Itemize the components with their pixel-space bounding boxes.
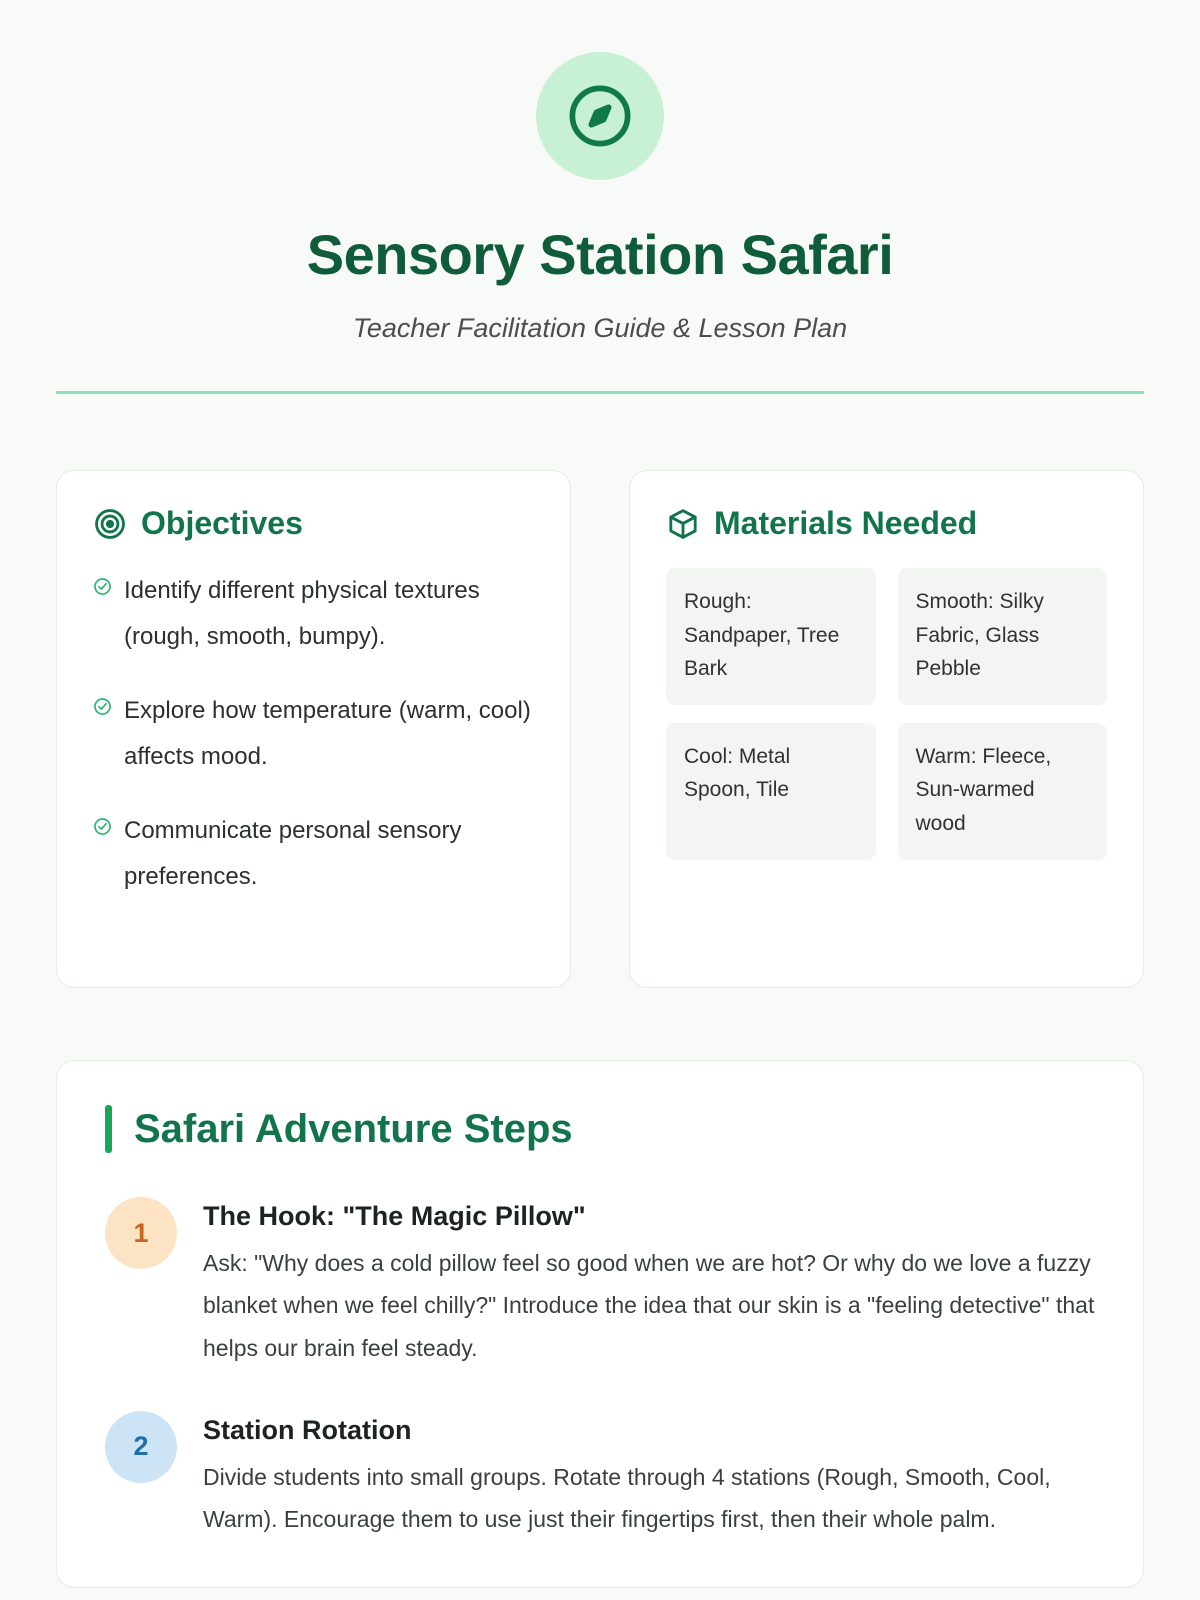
steps-card (56, 1060, 1144, 1588)
step-body (203, 1411, 1095, 1541)
step-item (105, 1197, 1095, 1369)
accent-bar (105, 1105, 112, 1153)
steps-header (105, 1105, 1095, 1153)
step-title: Station Rotation (203, 1414, 412, 1445)
step-number-badge: 1 (105, 1197, 177, 1269)
compass-icon (536, 52, 664, 180)
materials-card (629, 470, 1144, 988)
page-subtitle: Teacher Facilitation Guide & Lesson Plan (352, 313, 848, 343)
material-chip: Cool: Metal Spoon, Tile (666, 723, 876, 860)
check-circle-icon (93, 577, 112, 601)
material-chip: Warm: Fleece, Sun-warmed wood (898, 723, 1108, 860)
materials-card-header (666, 505, 1107, 542)
objectives-title: Objectives (141, 505, 303, 541)
objective-text: Explore how temperature (warm, cool) affects mood. (124, 697, 531, 771)
page-title: Sensory Station Safari (306, 223, 894, 286)
objectives-list (93, 568, 534, 900)
objectives-card-header (93, 505, 534, 542)
materials-grid (666, 568, 1107, 860)
objective-text: Identify different physical textures (rough, smooth, bumpy). (124, 577, 480, 651)
objective-text: Communicate personal sensory preferences. (124, 817, 462, 891)
step-title: The Hook: "The Magic Pillow" (203, 1201, 586, 1231)
check-circle-icon (93, 817, 112, 841)
target-icon (93, 507, 127, 541)
step-body (203, 1197, 1095, 1369)
step-number-badge: 2 (105, 1411, 177, 1483)
step-item (105, 1411, 1095, 1541)
package-icon (666, 507, 700, 541)
step-text: Divide students into small groups. Rotate through 4 stations (Rough, Smooth, Cool, Warm). Encourage them to use just their fingertips first, then their whole palm. (203, 1463, 1051, 1533)
info-cards-row (56, 470, 1144, 988)
list-item (93, 568, 534, 660)
list-item (93, 688, 534, 780)
material-chip: Rough: Sandpaper, Tree Bark (666, 568, 876, 705)
materials-title: Materials Needed (714, 505, 978, 541)
list-item (93, 808, 534, 900)
step-text: Ask: "Why does a cold pillow feel so good when we are hot? Or why do we love a fuzzy blanket when we feel chilly?" Introduce the idea that our skin is a "feeling detective" that helps our brain feel steady. (203, 1250, 1095, 1361)
header-divider (56, 391, 1144, 394)
document-header (56, 52, 1144, 394)
steps-title: Safari Adventure Steps (134, 1106, 573, 1151)
material-chip: Smooth: Silky Fabric, Glass Pebble (898, 568, 1108, 705)
objectives-card (56, 470, 571, 988)
check-circle-icon (93, 697, 112, 721)
